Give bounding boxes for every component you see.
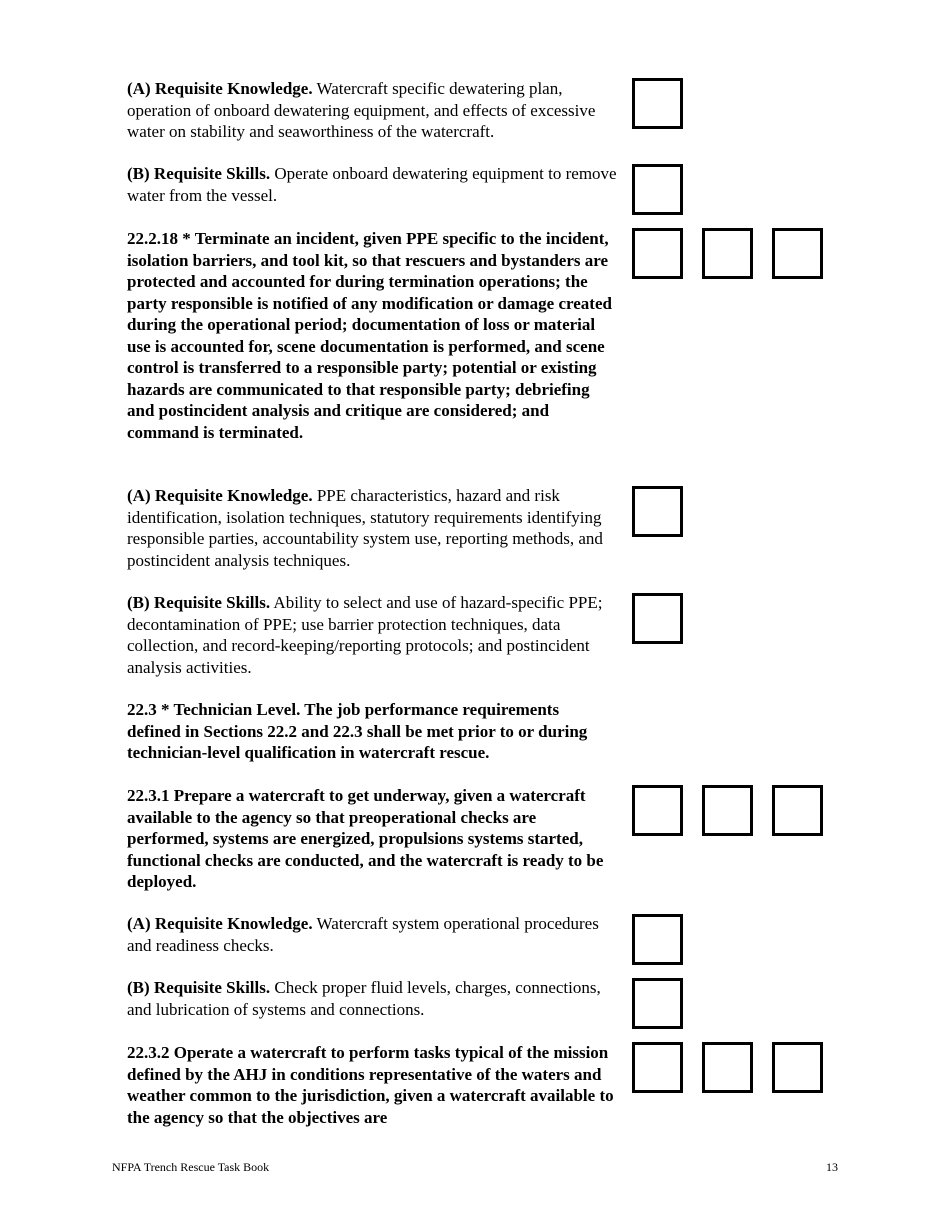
block-text: 22.3.2 Operate a watercraft to perform tasks typical of the mission defined by the AHJ in conditions representative of the waters and weather common to the jurisdiction, given a watercraft available to the agency so that the objectives are [127, 1043, 614, 1127]
checkbox[interactable] [702, 228, 753, 279]
block-lead: (B) Requisite Skills. [127, 593, 271, 612]
jpr-22-3-1 [127, 785, 617, 893]
checkbox[interactable] [632, 228, 683, 279]
page-number: 13 [826, 1160, 838, 1174]
checkbox[interactable] [632, 1042, 683, 1093]
knowledge-terminate [127, 485, 617, 571]
checkbox[interactable] [772, 1042, 823, 1093]
block-text: Watercraft system operational procedures and readiness checks. [127, 914, 599, 955]
checkbox[interactable] [632, 78, 683, 129]
checkbox[interactable] [632, 978, 683, 1029]
block-text: PPE characteristics, hazard and risk identification, isolation techniques, statutory requirements identifying responsible parties, accountability system use, reporting methods, and postincident analysis techniques. [127, 486, 603, 570]
block-text: Operate onboard dewatering equipment to remove water from the vessel. [127, 164, 617, 205]
block-lead: (B) Requisite Skills. [127, 978, 271, 997]
checkbox[interactable] [632, 914, 683, 965]
section-22-3 [127, 699, 617, 764]
block-text: Check proper fluid levels, charges, connections, and lubrication of systems and connections. [127, 978, 601, 1019]
checkbox[interactable] [772, 785, 823, 836]
block-lead: (A) Requisite Knowledge. [127, 914, 313, 933]
block-text: 22.3.1 Prepare a watercraft to get underway, given a watercraft available to the agency so that preoperational checks are performed, systems are energized, propulsions systems started, functional checks are conducted, and the watercraft is ready to be deployed. [127, 786, 604, 891]
jpr-22-3-2 [127, 1042, 617, 1128]
checkbox[interactable] [632, 164, 683, 215]
block-text: 22.3 * Technician Level. The job performance requirements defined in Sections 22.2 and 22.3 shall be met prior to or during technician-level qualification in watercraft rescue. [127, 700, 588, 762]
jpr-22-2-18 [127, 228, 617, 443]
block-text: Watercraft specific dewatering plan, operation of onboard dewatering equipment, and effects of excessive water on stability and seaworthiness of the watercraft. [127, 79, 596, 141]
checkbox[interactable] [702, 785, 753, 836]
block-text: 22.2.18 * Terminate an incident, given PPE specific to the incident, isolation barriers, and tool kit, so that rescuers and bystanders are protected and accounted for during termination operations; the party responsible is notified of any modification or damage created during the operational period; documentation of loss or material use is accounted for, scene documentation is performed, and scene control is transferred to a responsible party; potential or existing hazards are communicated to that responsible party; debriefing and postincident analysis and critique are considered; and command is terminated. [127, 229, 612, 442]
footer-title: NFPA Trench Rescue Task Book [112, 1160, 270, 1174]
checkbox[interactable] [772, 228, 823, 279]
block-lead: (B) Requisite Skills. [127, 164, 271, 183]
checkbox[interactable] [632, 593, 683, 644]
skills-prepare [127, 977, 617, 1020]
block-lead: (A) Requisite Knowledge. [127, 486, 313, 505]
checkbox[interactable] [632, 785, 683, 836]
checkbox[interactable] [632, 486, 683, 537]
checkbox[interactable] [702, 1042, 753, 1093]
block-lead: (A) Requisite Knowledge. [127, 79, 313, 98]
knowledge-dewatering [127, 78, 617, 143]
skills-dewatering [127, 163, 617, 206]
block-text: Ability to select and use of hazard-specific PPE; decontamination of PPE; use barrier protection techniques, data collection, and record-keeping/reporting protocols; and postincident analysis activities. [127, 593, 603, 677]
skills-terminate [127, 592, 617, 678]
knowledge-prepare [127, 913, 617, 956]
